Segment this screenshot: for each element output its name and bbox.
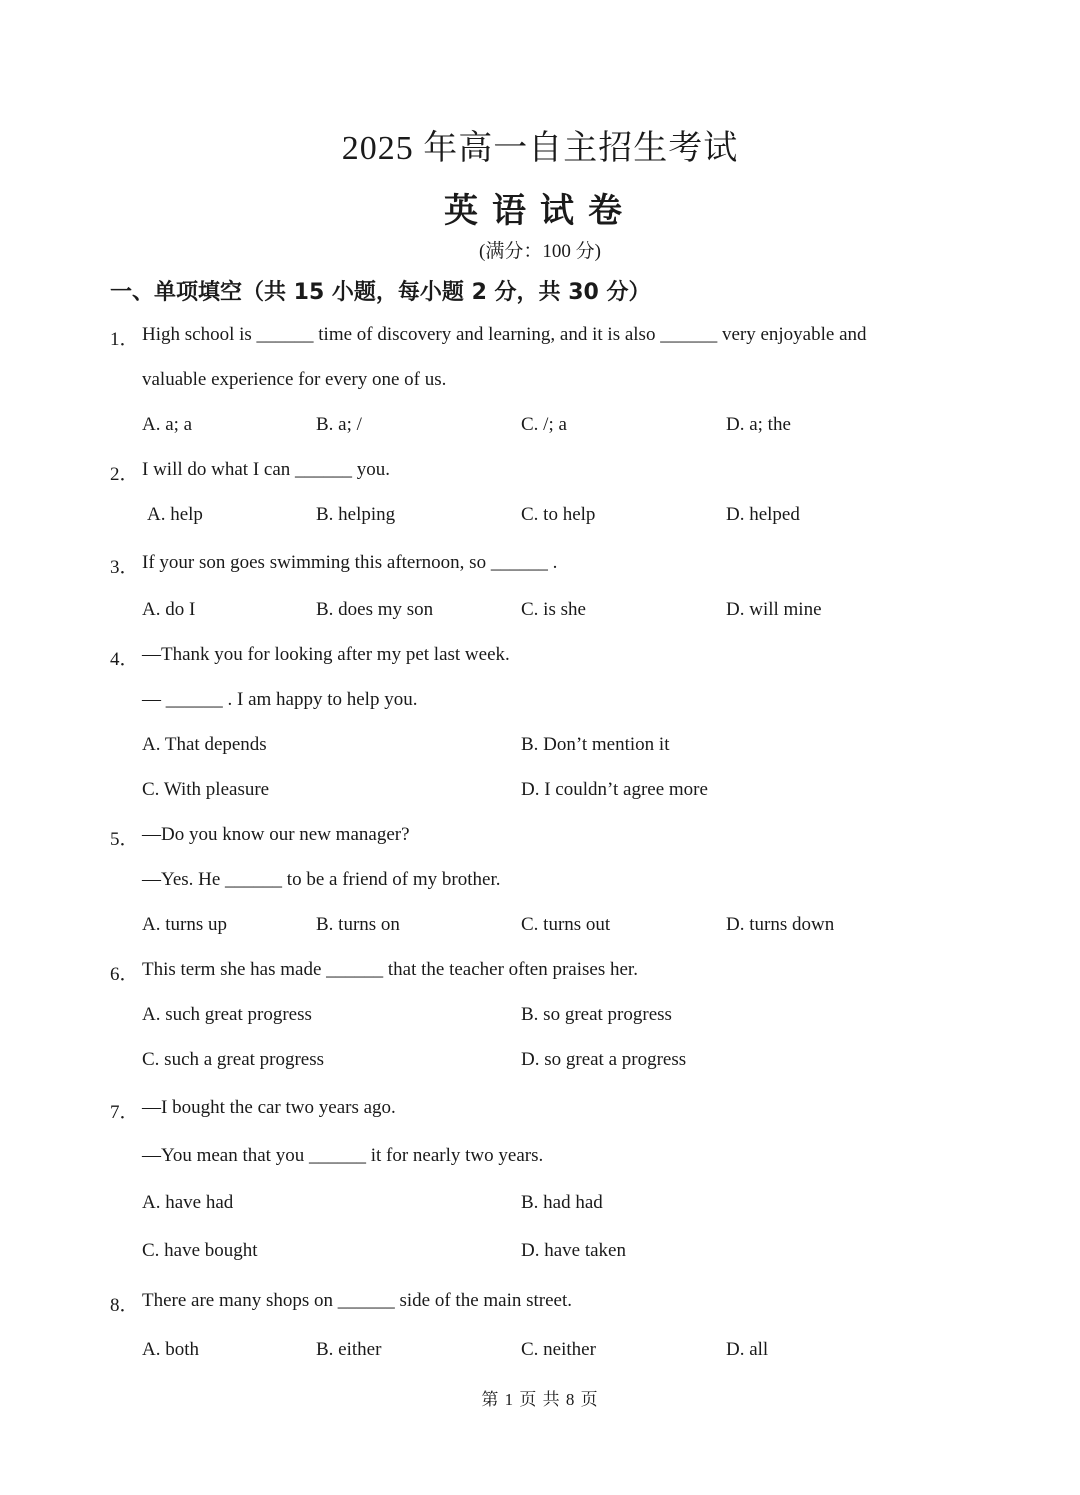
question-stem: This term she has made ______ that the teacher often praises her. <box>142 959 638 980</box>
option-d: D. so great a progress <box>521 1049 687 1070</box>
option-c: C. to help <box>521 504 596 525</box>
section-heading: 一、单项填空（共 15 小题，每小题 2 分，共 30 分） <box>110 280 651 305</box>
question-stem: —Yes. He ______ to be a friend of my brother. <box>142 869 501 890</box>
question-number: 5． <box>110 829 139 850</box>
option-d: D. I couldn’t agree more <box>521 779 708 800</box>
question-stem: —Do you know our new manager? <box>142 824 410 845</box>
question-number: 3． <box>110 557 139 578</box>
question-stem: High school is ______ time of discovery and learning, and it is also ______ very enjoyable and <box>142 324 867 345</box>
option-a: A. help <box>147 504 203 525</box>
option-b: B. so great progress <box>521 1004 672 1025</box>
question-stem: —I bought the car two years ago. <box>142 1097 396 1118</box>
page-number: 第 1 页 共 8 页 <box>481 1390 599 1409</box>
question-stem: —You mean that you ______ it for nearly two years. <box>142 1145 544 1166</box>
option-c: C. /; a <box>521 414 567 435</box>
option-d: D. helped <box>726 504 800 525</box>
option-b: B. either <box>316 1339 382 1360</box>
option-c: C. is she <box>521 599 586 620</box>
exam-title: 2025 年高一自主招生考试 <box>341 130 739 167</box>
question-number: 1． <box>110 329 139 350</box>
question-number: 8． <box>110 1295 139 1316</box>
question-stem: —Thank you for looking after my pet last week. <box>142 644 510 665</box>
option-a: A. That depends <box>142 734 267 755</box>
option-d: D. a; the <box>726 414 791 435</box>
question-number: 6． <box>110 964 139 985</box>
option-a: A. have had <box>142 1192 234 1213</box>
total-score: (满分：100 分) <box>479 241 601 262</box>
option-a: A. a; a <box>142 414 193 435</box>
option-b: B. does my son <box>316 599 434 620</box>
option-b: B. had had <box>521 1192 603 1213</box>
option-c: C. With pleasure <box>142 779 270 800</box>
question-number: 2． <box>110 464 139 485</box>
option-d: D. all <box>726 1339 769 1360</box>
option-c: C. neither <box>521 1339 596 1360</box>
option-a: A. both <box>142 1339 199 1360</box>
question-stem: — ______ . I am happy to help you. <box>142 689 418 710</box>
exam-subject: 英语试卷 <box>444 191 636 231</box>
question-number: 7． <box>110 1102 139 1123</box>
option-a: A. such great progress <box>142 1004 312 1025</box>
option-c: C. turns out <box>521 914 611 935</box>
option-d: D. will mine <box>726 599 822 620</box>
question-stem: I will do what I can ______ you. <box>142 459 391 480</box>
option-b: B. helping <box>316 504 396 525</box>
option-b: B. turns on <box>316 914 400 935</box>
option-b: B. a; / <box>316 414 362 435</box>
option-c: C. such a great progress <box>142 1049 325 1070</box>
question-stem: valuable experience for every one of us. <box>142 369 447 390</box>
option-d: D. turns down <box>726 914 835 935</box>
option-a: A. do I <box>142 599 196 620</box>
question-stem: There are many shops on ______ side of the main street. <box>142 1290 573 1311</box>
option-d: D. have taken <box>521 1240 626 1261</box>
option-b: B. Don’t mention it <box>521 734 670 755</box>
question-number: 4． <box>110 649 139 670</box>
option-c: C. have bought <box>142 1240 258 1261</box>
question-stem: If your son goes swimming this afternoon, so ______ . <box>142 552 558 573</box>
option-a: A. turns up <box>142 914 227 935</box>
